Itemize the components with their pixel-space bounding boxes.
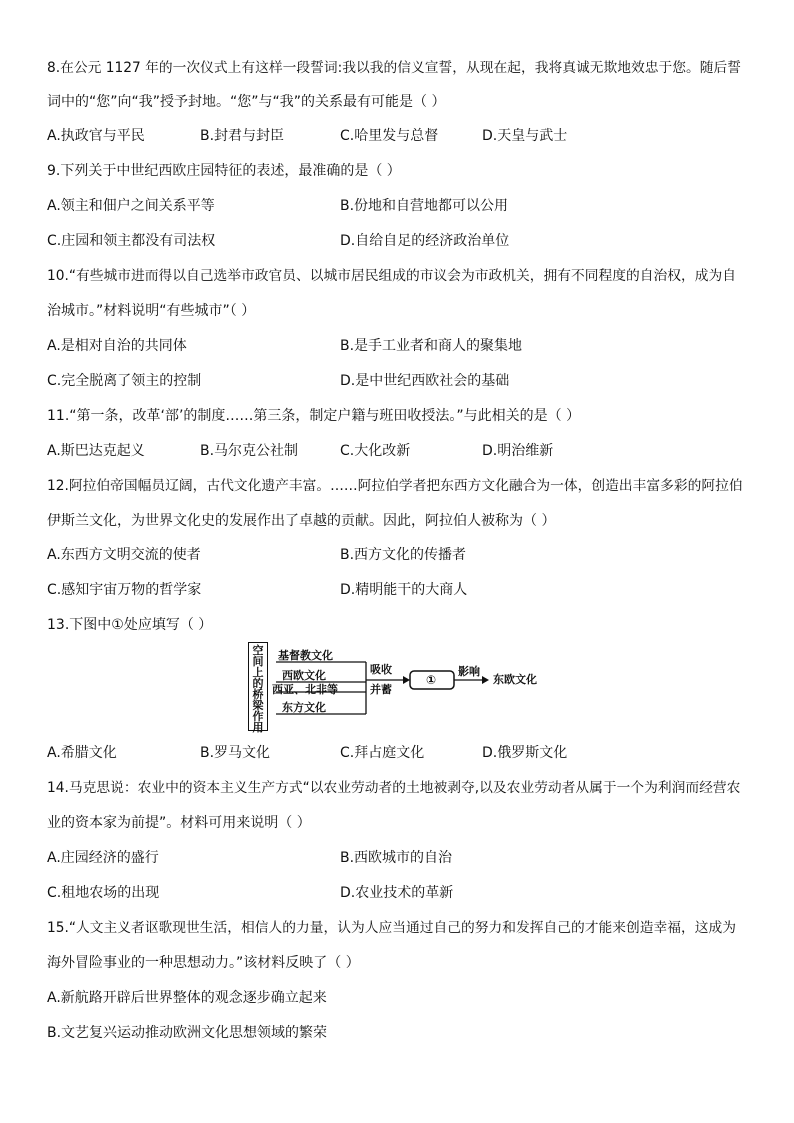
q15-stem-line2: 海外冒险事业的一种思想动力。”该材料反映了（ ） — [47, 955, 360, 971]
q12-option-b: B.西方文化的传播者 — [340, 547, 467, 563]
q13-option-a: A.希腊文化 — [47, 745, 117, 761]
q15-stem-line1: 15.“人文主义者讴歌现世生活，相信人的力量，认为人应当通过自己的努力和发挥自己的才能来创造幸福，这成为 — [47, 920, 736, 936]
q15-option-a: A.新航路开辟后世界整体的观念逐步确立起来 — [47, 990, 327, 1006]
q12-option-c: C.感知宇宙万物的哲学家 — [47, 582, 202, 598]
q13-stem: 13.下图中①处应填写（ ） — [47, 617, 213, 633]
q12-stem-line2: 伊斯兰文化，为世界文化史的发展作出了卓越的贡献。因此，阿拉伯人被称为（ ） — [47, 513, 556, 529]
merge-label: 并蓄 — [370, 683, 392, 696]
vertical-char: 的 — [252, 677, 264, 690]
q8-option-a: A.执政官与平民 — [47, 128, 145, 144]
source-eastern-culture: 东方文化 — [282, 701, 326, 714]
vertical-char: 上 — [252, 666, 264, 679]
q10-option-a: A.是相对自治的共同体 — [47, 338, 187, 354]
q8-stem-line1: 8.在公元 1127 年的一次仪式上有这样一段誓词:我以我的信义宣誓，从现在起，我将真诚无欺地效忠于您。随后誓 — [47, 60, 741, 76]
q9-stem: 9.下列关于中世纪西欧庄园特征的表述，最准确的是（ ） — [47, 163, 401, 179]
q10-option-d: D.是中世纪西欧社会的基础 — [340, 373, 510, 389]
q13-option-c: C.拜占庭文化 — [340, 745, 425, 761]
target-eastern-europe-culture: 东欧文化 — [493, 673, 537, 686]
q14-option-c: C.租地农场的出现 — [47, 885, 160, 901]
influence-label: 影响 — [458, 665, 480, 678]
vertical-char: 空 — [252, 644, 264, 657]
q8-option-d: D.天皇与武士 — [482, 128, 568, 144]
vertical-char: 间 — [252, 655, 264, 668]
q12-stem-line1: 12.阿拉伯帝国幅员辽阔，古代文化遗产丰富。……阿拉伯学者把东西方文化融合为一体，创造出丰富多彩的阿拉伯 — [47, 478, 743, 494]
q11-option-b: B.马尔克公社制 — [200, 443, 299, 459]
vertical-char: 用 — [252, 721, 264, 734]
q11-stem: 11.“第一条，改革‘部’的制度……第三条，制定户籍与班田收授法。”与此相关的是（ ） — [47, 408, 581, 424]
q12-option-a: A.东西方文明交流的使者 — [47, 547, 201, 563]
vertical-char: 梁 — [252, 699, 264, 712]
q11-option-d: D.明治维新 — [482, 443, 554, 459]
center-blank-label: ① — [426, 673, 437, 687]
q9-option-c: C.庄园和领主都没有司法权 — [47, 233, 216, 249]
q8-option-c: C.哈里发与总督 — [340, 128, 439, 144]
q10-option-c: C.完全脱离了领主的控制 — [47, 373, 202, 389]
q12-option-d: D.精明能干的大商人 — [340, 582, 468, 598]
source-west-asia-north-africa: 西亚、北非等 — [272, 683, 338, 696]
absorb-label: 吸收 — [370, 663, 392, 676]
vertical-char: 桥 — [252, 688, 264, 701]
culture-bridge-diagram — [248, 642, 548, 734]
q14-option-d: D.农业技术的革新 — [340, 885, 454, 901]
q14-stem-line1: 14.马克思说：农业中的资本主义生产方式“以农业劳动者的土地被剥夺,以及农业劳动者从属于一个为利润而经营农 — [47, 780, 741, 796]
vertical-char: 作 — [252, 710, 264, 723]
q9-option-d: D.自给自足的经济政治单位 — [340, 233, 510, 249]
q9-option-b: B.份地和自营地都可以公用 — [340, 198, 509, 214]
q14-option-b: B.西欧城市的自治 — [340, 850, 453, 866]
q10-option-b: B.是手工业者和商人的聚集地 — [340, 338, 523, 354]
source-christian-culture: 基督教文化 — [278, 649, 333, 662]
q13-option-b: B.罗马文化 — [200, 745, 271, 761]
q8-stem-line2: 词中的“您”向“我”授予封地。“您”与“我”的关系最有可能是（ ） — [47, 94, 446, 110]
q14-stem-line2: 业的资本家为前提”。材料可用来说明（ ） — [47, 815, 311, 831]
q8-option-b: B.封君与封臣 — [200, 128, 285, 144]
vertical-label-box — [248, 642, 268, 734]
q15-option-b: B.文艺复兴运动推动欧洲文化思想领域的繁荣 — [47, 1025, 328, 1041]
source-western-europe-culture: 西欧文化 — [282, 669, 326, 682]
q10-stem-line1: 10.“有些城市进而得以自己选举市政官员、以城市居民组成的市议会为市政机关，拥有不同程度的自治权，成为自 — [47, 268, 736, 284]
q13-option-d: D.俄罗斯文化 — [482, 745, 568, 761]
q10-stem-line2: 治城市。”材料说明“有些城市”（ ） — [47, 303, 256, 319]
q11-option-a: A.斯巴达克起义 — [47, 443, 145, 459]
q11-option-c: C.大化改新 — [340, 443, 411, 459]
q9-option-a: A.领主和佃户之间关系平等 — [47, 198, 215, 214]
q14-option-a: A.庄园经济的盛行 — [47, 850, 159, 866]
